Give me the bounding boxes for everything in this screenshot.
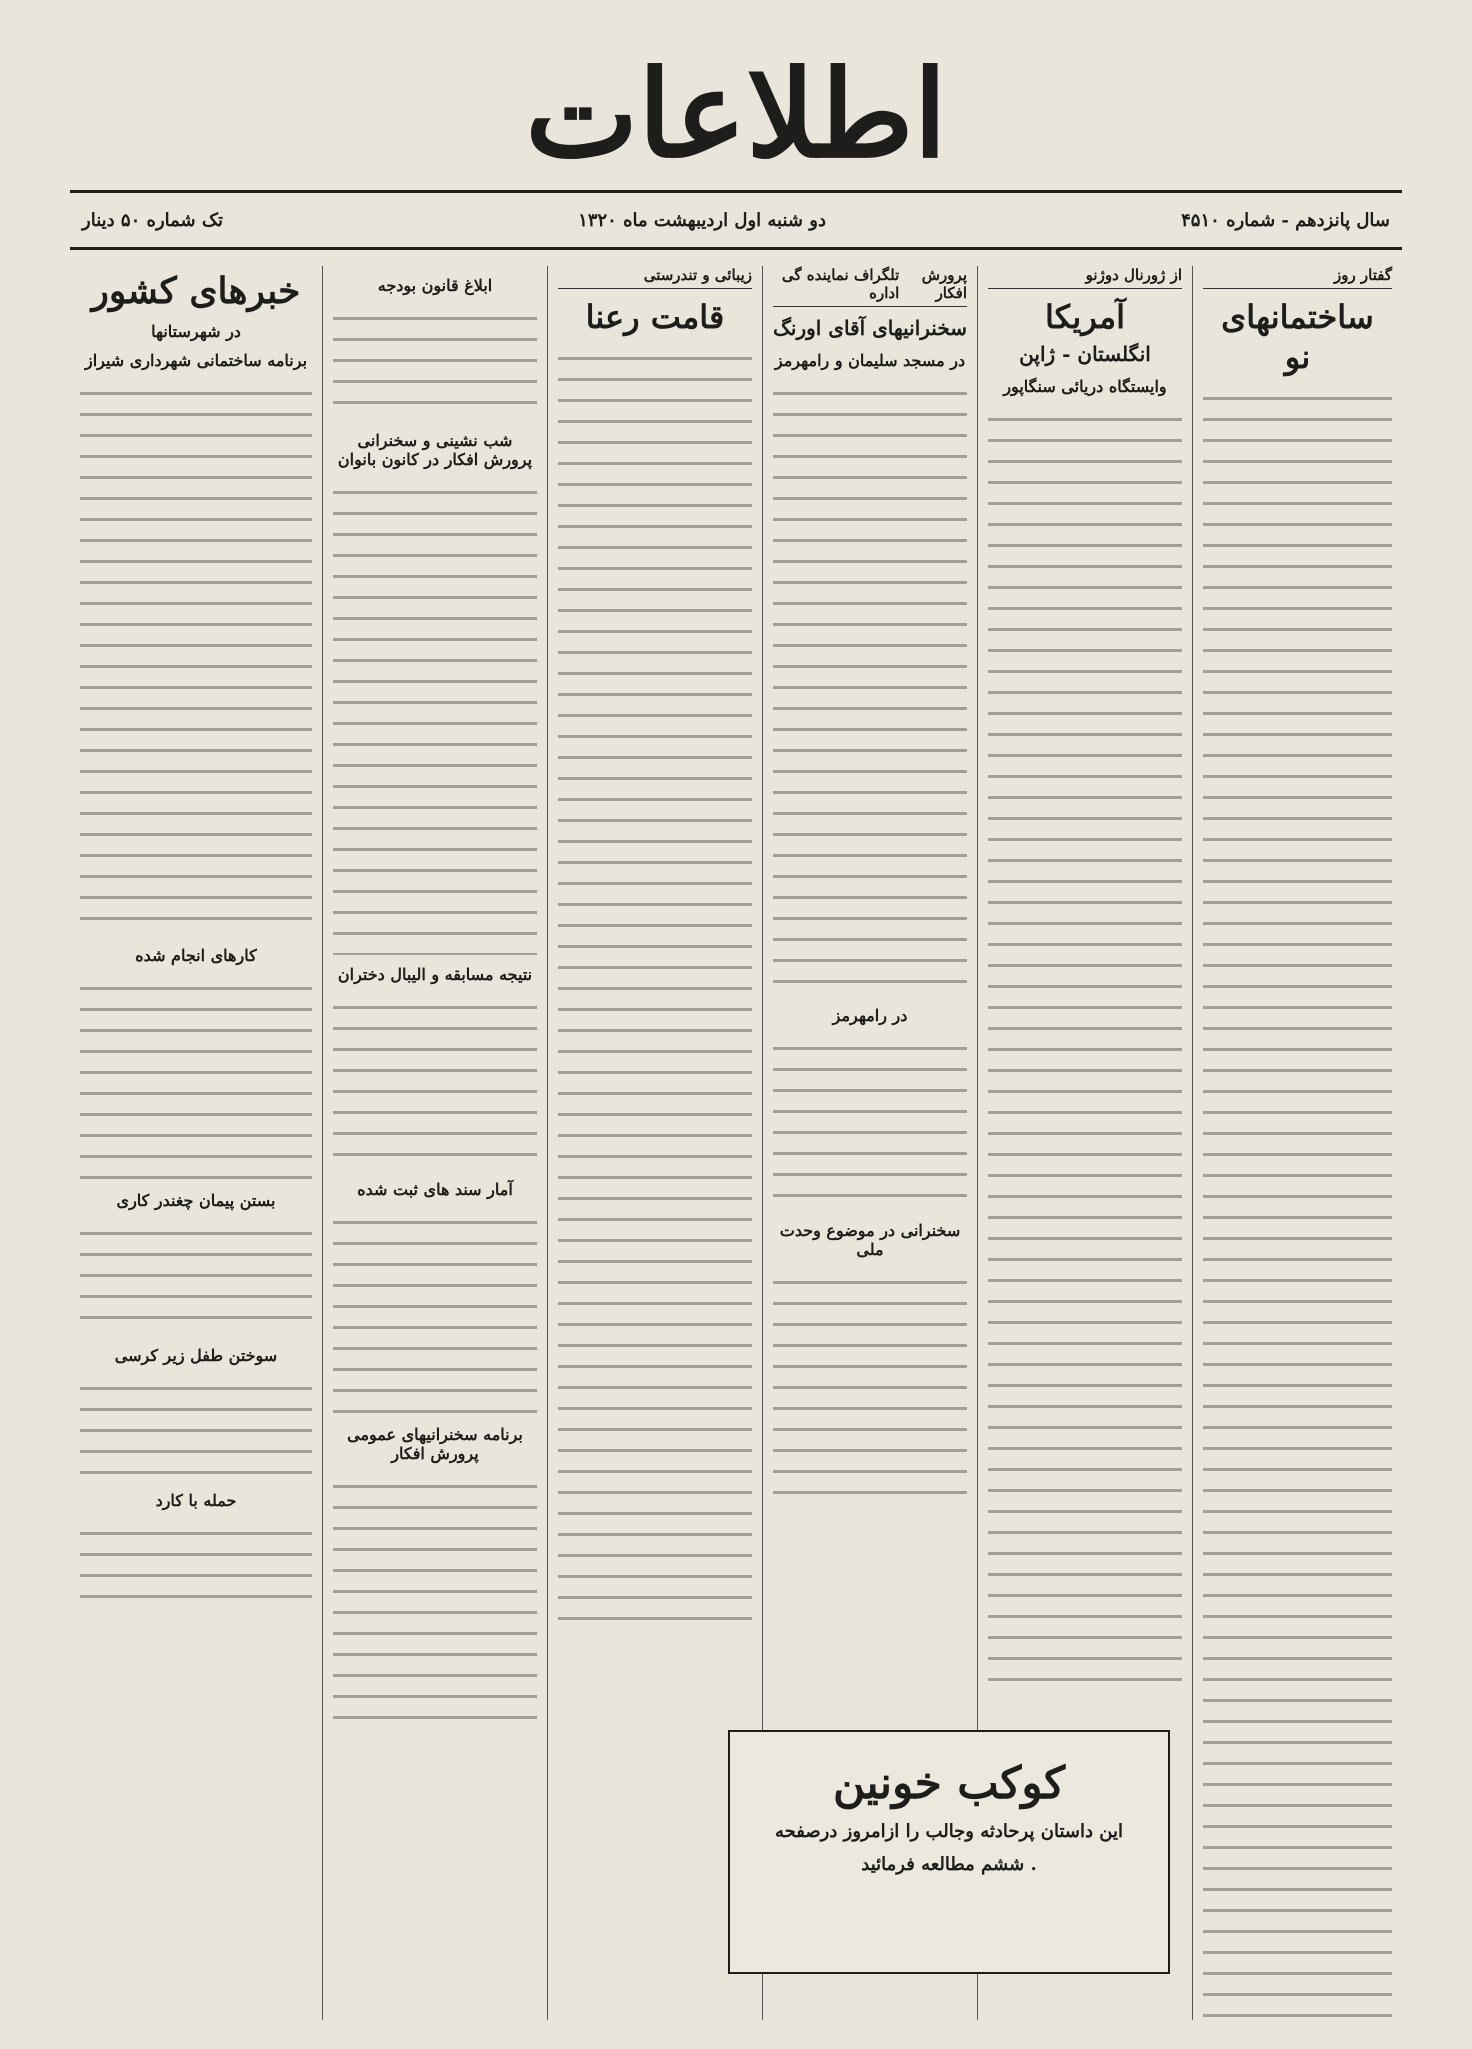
article-headline: سخنرانیهای آقای اورنگ xyxy=(773,316,967,340)
serial-box xyxy=(728,1730,1170,1974)
column-news-tehran xyxy=(322,266,547,2020)
article-deck: وایستگاه دریائی سنگاپور xyxy=(1003,377,1167,396)
column-kicker: گفتار روز xyxy=(1203,266,1392,289)
serial-box-area xyxy=(728,1730,1170,2010)
issue-price: تک شماره ۵۰ دینار xyxy=(82,209,224,231)
serial-line-2: ششم مطالعه فرمائید . xyxy=(861,1854,1037,1875)
serial-title: کوکب خونین xyxy=(832,1758,1066,1809)
article-body xyxy=(80,971,312,1181)
article-body xyxy=(773,1265,967,1495)
article-body xyxy=(80,1216,312,1336)
section-subhead: در شهرستانها xyxy=(151,322,241,341)
masthead xyxy=(70,40,1402,190)
article-headline: قامت رعنا xyxy=(585,298,725,336)
column-kicker: پرورش افکار تلگراف نماینده گی اداره xyxy=(773,266,967,307)
section-subhead: سخنرانی در موضوع وحدت ملی xyxy=(779,1221,961,1259)
article-body xyxy=(773,1031,967,1211)
article-body xyxy=(333,1469,537,1729)
article-body xyxy=(333,301,537,421)
article-body xyxy=(558,341,752,1631)
section-subhead: در رامهرمز xyxy=(832,1006,908,1025)
section-subhead: برنامه سخنرانیهای عمومی پرورش افکار xyxy=(347,1425,523,1463)
serial-line-1: این داستان پرحادثه وجالب را ازامروز درصفحه xyxy=(775,1821,1123,1842)
newspaper-page xyxy=(70,40,1402,2020)
section-title: خبرهای کشور xyxy=(91,270,301,312)
masthead-title: اطلاعات xyxy=(525,44,947,185)
column-kicker: زیبائی و تندرستی xyxy=(558,266,752,289)
column-editorial xyxy=(1192,266,1402,2020)
section-subhead: شب نشینی و سخنرانی پرورش افکار در کانون بانوان xyxy=(337,431,533,469)
article-headline: آمریکا xyxy=(1044,298,1125,336)
article-body xyxy=(80,376,312,936)
article-body xyxy=(988,402,1182,1692)
section-subhead: برنامه ساختمانی شهرداری شیراز xyxy=(84,351,308,370)
issue-number: سال پانزدهم - شماره ۴۵۱۰ xyxy=(1181,209,1390,231)
column-kicker: از ژورنال دوژنو xyxy=(988,266,1182,289)
article-body xyxy=(773,376,967,996)
section-subhead: ابلاغ قانون بودجه xyxy=(377,276,493,295)
article-body xyxy=(333,475,537,955)
article-deck: در مسجد سلیمان و رامهرمز xyxy=(774,351,966,370)
column-provinces xyxy=(70,266,322,2020)
article-headline: ساختمانهای نو xyxy=(1221,298,1374,376)
article-body xyxy=(80,1516,312,1606)
section-subhead: نتیجه مسابقه و الیبال دختران xyxy=(337,965,533,984)
article-body xyxy=(80,1371,312,1481)
issue-date: دو شنبه اول اردیبهشت ماه ۱۳۲۰ xyxy=(578,209,826,231)
dateline xyxy=(70,190,1402,250)
article-body xyxy=(333,1205,537,1415)
article-body xyxy=(333,990,537,1170)
section-subhead: کارهای انجام شده xyxy=(135,946,257,965)
article-subheadline: انگلستان - ژاپن xyxy=(1019,342,1151,366)
section-subhead: آمار سند های ثبت شده xyxy=(357,1180,513,1199)
section-subhead: حمله با کارد xyxy=(155,1491,237,1510)
section-subhead: بستن پیمان چغندر کاری xyxy=(116,1191,276,1210)
section-subhead: سوختن طفل زیر کرسی xyxy=(114,1346,278,1365)
article-body xyxy=(1203,381,1392,2020)
